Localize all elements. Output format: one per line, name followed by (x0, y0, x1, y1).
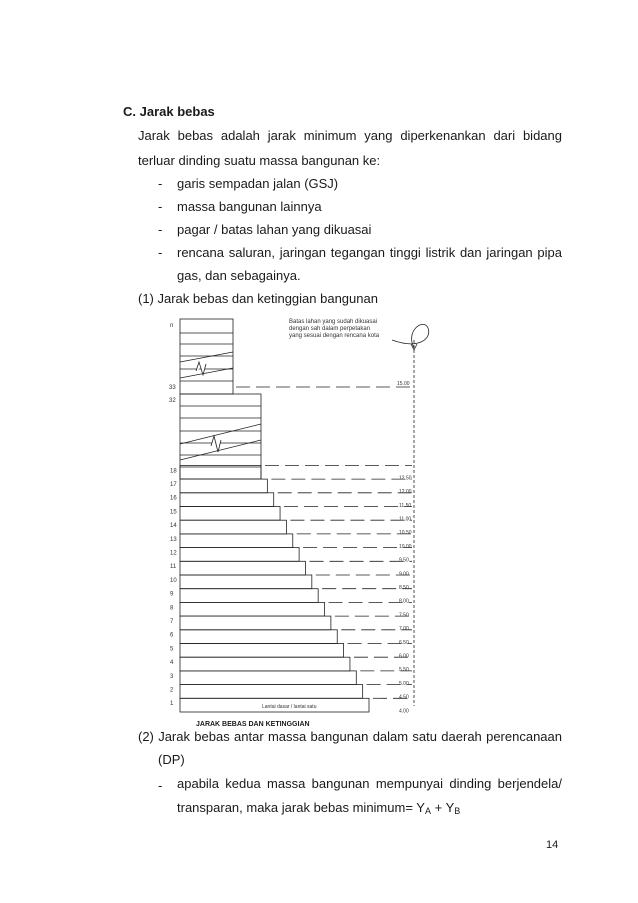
bullet-mark-3: - (158, 222, 163, 237)
subsection-2-line-2: (DP) (158, 752, 185, 767)
height-label: 9.50 (399, 557, 409, 564)
floor-block (180, 548, 299, 562)
middle-tower (180, 394, 261, 479)
floor-label: 9 (170, 591, 174, 598)
boundary-note-line-3: yang sesuai dengan rencana kota (289, 333, 380, 339)
bullet-4-continuation: gas, dan sebagainya. (177, 268, 301, 283)
floor-label: 18 (170, 468, 177, 475)
bullet-1: garis sempadan jalan (GSJ) (177, 176, 339, 191)
bullet-4: rencana saluran, jaringan tegangan tinggi listrik dan jaringan pipa (177, 245, 562, 260)
floor-label: 17 (170, 481, 177, 488)
boundary-note-line-2: dengan sah dalam perpetakan (289, 326, 371, 332)
floor-label: 6 (170, 632, 174, 639)
height-label: 9.00 (399, 571, 409, 578)
height-label: 5.00 (399, 680, 409, 687)
height-label: 15.00 (397, 381, 410, 387)
floor-label: n (170, 323, 174, 329)
floor-label: 14 (170, 523, 177, 530)
floor-label: 16 (170, 495, 177, 502)
floor-block (180, 479, 267, 493)
height-label: 11.00 (399, 516, 412, 523)
bullet-mark-1: - (158, 176, 163, 191)
subsection-2-line-1: (2) Jarak bebas antar massa bangunan dalam satu daerah perencanaan (138, 729, 562, 744)
figure-caption: JARAK BEBAS DAN KETINGGIAN (196, 721, 310, 728)
floor-block (180, 602, 325, 616)
height-label: 4.00 (399, 708, 409, 715)
height-label: 6.00 (399, 653, 409, 660)
intro-line-1: Jarak bebas adalah jarak minimum yang diperkenankan dari bidang (138, 128, 562, 143)
intro-line-2: terluar dinding suatu massa bangunan ke: (138, 153, 381, 168)
floor-label: 33 (169, 385, 176, 391)
height-label: 8.00 (399, 598, 409, 605)
floor-block (180, 630, 337, 644)
height-label: 7.00 (399, 626, 409, 633)
height-label: 12.50 (399, 475, 412, 482)
floor-label: 2 (170, 687, 174, 694)
floor-label: 10 (170, 577, 177, 584)
floor-number-labels (169, 323, 177, 707)
height-label: 8.50 (399, 585, 409, 591)
floor-block (180, 644, 344, 658)
setback-dashed-lines (236, 387, 412, 698)
floor-label: 4 (170, 660, 174, 667)
floor-label: 3 (170, 673, 174, 680)
height-label: 7.50 (399, 612, 409, 619)
floor-label: 11 (170, 564, 177, 571)
floor-label: 15 (170, 509, 177, 516)
floor-label: 32 (169, 398, 176, 404)
height-label: 12.00 (399, 489, 412, 496)
floor-block (180, 465, 261, 479)
bullet-mark-4: - (158, 245, 163, 260)
floor-block (180, 685, 363, 699)
subsection-2-bullet-line-2: transparan, maka jarak bebas minimum= $Y_A + Y_B$ (177, 800, 461, 816)
floor-block (180, 575, 312, 589)
floor-label: 12 (170, 550, 177, 557)
height-label: 5.50 (399, 667, 409, 674)
bullet-3: pagar / batas lahan yang dikuasai (177, 222, 372, 237)
height-label: 11.50 (399, 502, 412, 509)
boundary-pointer-arrow (392, 324, 429, 348)
floor-label: 8 (170, 605, 174, 612)
floor-label: 7 (170, 618, 174, 625)
bullet-mark-2: - (158, 199, 163, 214)
floor-label: 1 (170, 701, 174, 708)
section-heading: C. Jarak bebas (123, 104, 215, 119)
floor-block (180, 589, 318, 603)
page-number: 14 (546, 839, 559, 851)
floor-block (180, 561, 305, 575)
floor-block (180, 616, 331, 630)
subsection-1-title: (1) Jarak bebas dan ketinggian bangunan (138, 291, 378, 306)
boundary-note-line-1: Batas lahan yang sudah dikuasai (289, 319, 378, 325)
stepped-floors (180, 465, 369, 712)
subsection-2-bullet-mark: - (158, 778, 163, 793)
floor-block (180, 520, 286, 534)
height-labels (397, 381, 412, 714)
floor-label: 13 (170, 536, 177, 543)
floor-block (180, 534, 293, 548)
height-label: 4.50 (399, 694, 409, 701)
upper-tower (180, 319, 233, 394)
ground-floor-label: Lantai dasar / lantai satu (262, 704, 317, 710)
floor-block (180, 671, 356, 685)
height-label: 10.50 (399, 530, 412, 537)
floor-block (180, 507, 280, 521)
floor-block (180, 493, 274, 507)
height-label: 10.00 (399, 543, 412, 550)
subsection-2-bullet-line-1: apabila kedua massa bangunan mempunyai dinding berjendela/ (177, 776, 562, 791)
height-label: 6.50 (399, 639, 409, 646)
floor-block (180, 657, 350, 671)
floor-label: 5 (170, 646, 174, 653)
bullet-2: massa bangunan lainnya (177, 199, 322, 214)
